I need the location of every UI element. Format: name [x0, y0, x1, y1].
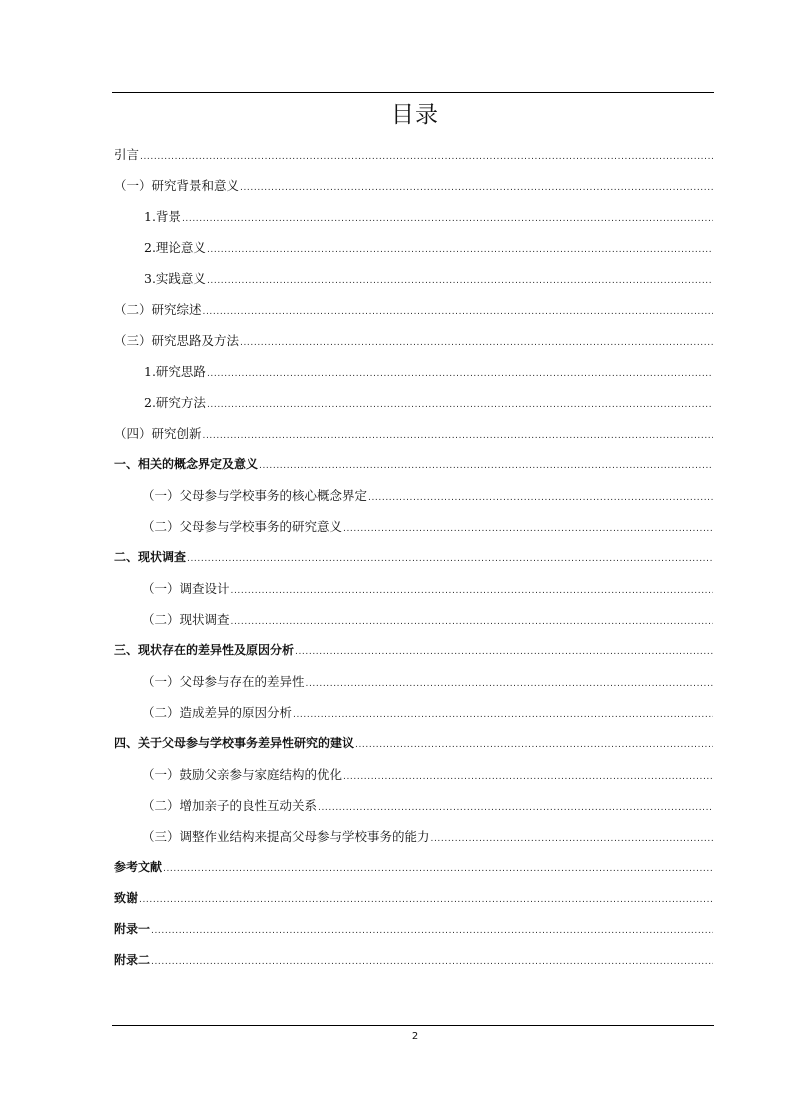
toc-leader-dots	[355, 730, 713, 761]
toc-leader-dots	[293, 700, 713, 731]
toc-entry-label: 3.实践意义	[144, 271, 206, 286]
toc-leader-dots	[343, 762, 713, 793]
toc-entry-label: 致谢	[114, 891, 139, 905]
toc-leader-dots	[207, 390, 713, 421]
toc-entry-label: 一、相关的概念界定及意义	[114, 457, 259, 471]
toc-leader-dots	[259, 451, 713, 482]
toc-entry-background[interactable]	[114, 201, 713, 232]
toc-entry-section-2[interactable]	[114, 542, 713, 573]
toc-entry-label: 参考文献	[114, 860, 163, 874]
toc-entry-references[interactable]	[114, 852, 713, 883]
toc-entry-introduction[interactable]	[114, 139, 713, 170]
toc-entry-label: 引言	[114, 147, 140, 162]
toc-leader-dots	[187, 544, 713, 575]
toc-entry-label: 附录一	[114, 922, 151, 936]
header-rule	[112, 92, 714, 93]
toc-leader-dots	[139, 885, 713, 916]
toc-entry-4-2[interactable]	[114, 790, 713, 821]
table-of-contents	[114, 139, 713, 976]
toc-leader-dots	[182, 204, 713, 235]
toc-leader-dots	[240, 173, 713, 204]
toc-entry-4-3[interactable]	[114, 821, 713, 852]
toc-entry-research-approach-methods[interactable]	[114, 325, 713, 356]
toc-entry-research-methods[interactable]	[114, 387, 713, 418]
toc-entry-label: （四）研究创新	[114, 426, 202, 441]
toc-leader-dots	[231, 607, 713, 638]
toc-entry-label: （一）研究背景和意义	[114, 178, 240, 193]
toc-entry-background-significance[interactable]	[114, 170, 713, 201]
toc-entry-literature-review[interactable]	[114, 294, 713, 325]
toc-entry-1-1[interactable]	[114, 480, 713, 511]
toc-leader-dots	[306, 669, 713, 700]
toc-entry-label: 三、现状存在的差异性及原因分析	[114, 643, 295, 657]
toc-entry-label: 附录二	[114, 953, 151, 967]
toc-entry-3-1[interactable]	[114, 666, 713, 697]
toc-entry-theoretical-significance[interactable]	[114, 232, 713, 263]
page-title: 目录	[391, 102, 439, 128]
toc-entry-label: 四、关于父母参与学校事务差异性研究的建议	[114, 736, 355, 750]
toc-entry-2-2[interactable]	[114, 604, 713, 635]
toc-leader-dots	[207, 235, 713, 266]
toc-leader-dots	[203, 297, 713, 328]
toc-entry-research-approach[interactable]	[114, 356, 713, 387]
toc-entry-label: （一）父母参与存在的差异性	[142, 674, 305, 689]
toc-leader-dots	[295, 637, 713, 668]
toc-leader-dots	[318, 793, 713, 824]
toc-entry-label: （一）调查设计	[142, 581, 230, 596]
toc-entry-label: 1.研究思路	[144, 364, 206, 379]
toc-entry-1-2[interactable]	[114, 511, 713, 542]
toc-entry-label: （二）增加亲子的良性互动关系	[142, 798, 318, 813]
page-number: 2	[411, 1031, 419, 1042]
toc-entry-label: （二）父母参与学校事务的研究意义	[142, 519, 343, 534]
toc-entry-acknowledgements[interactable]	[114, 883, 713, 914]
toc-entry-section-1[interactable]	[114, 449, 713, 480]
toc-entry-label: （一）鼓励父亲参与家庭结构的优化	[142, 767, 343, 782]
toc-leader-dots	[368, 483, 713, 514]
toc-entry-label: （二）现状调查	[142, 612, 230, 627]
footer-rule	[112, 1025, 714, 1026]
toc-entry-research-innovation[interactable]	[114, 418, 713, 449]
toc-entry-label: （二）造成差异的原因分析	[142, 705, 293, 720]
toc-entry-appendix-2[interactable]	[114, 945, 713, 976]
toc-entry-practical-significance[interactable]	[114, 263, 713, 294]
toc-entry-label: （一）父母参与学校事务的核心概念界定	[142, 488, 368, 503]
toc-entry-label: 2.研究方法	[144, 395, 206, 410]
toc-entry-section-3[interactable]	[114, 635, 713, 666]
toc-entry-label: 1.背景	[144, 209, 181, 224]
toc-leader-dots	[231, 576, 713, 607]
toc-leader-dots	[151, 916, 713, 947]
toc-leader-dots	[240, 328, 713, 359]
toc-leader-dots	[151, 947, 713, 978]
toc-entry-4-1[interactable]	[114, 759, 713, 790]
toc-leader-dots	[163, 854, 713, 885]
toc-entry-label: 2.理论意义	[144, 240, 206, 255]
toc-entry-2-1[interactable]	[114, 573, 713, 604]
toc-leader-dots	[207, 359, 713, 390]
toc-leader-dots	[140, 142, 713, 173]
toc-entry-appendix-1[interactable]	[114, 914, 713, 945]
toc-entry-label: 二、现状调查	[114, 550, 187, 564]
toc-entry-label: （二）研究综述	[114, 302, 202, 317]
toc-leader-dots	[203, 421, 713, 452]
toc-leader-dots	[207, 266, 713, 297]
toc-entry-label: （三）研究思路及方法	[114, 333, 240, 348]
toc-entry-3-2[interactable]	[114, 697, 713, 728]
toc-leader-dots	[343, 514, 713, 545]
toc-entry-section-4[interactable]	[114, 728, 713, 759]
toc-leader-dots	[431, 824, 713, 855]
toc-entry-label: （三）调整作业结构来提高父母参与学校事务的能力	[142, 829, 430, 844]
